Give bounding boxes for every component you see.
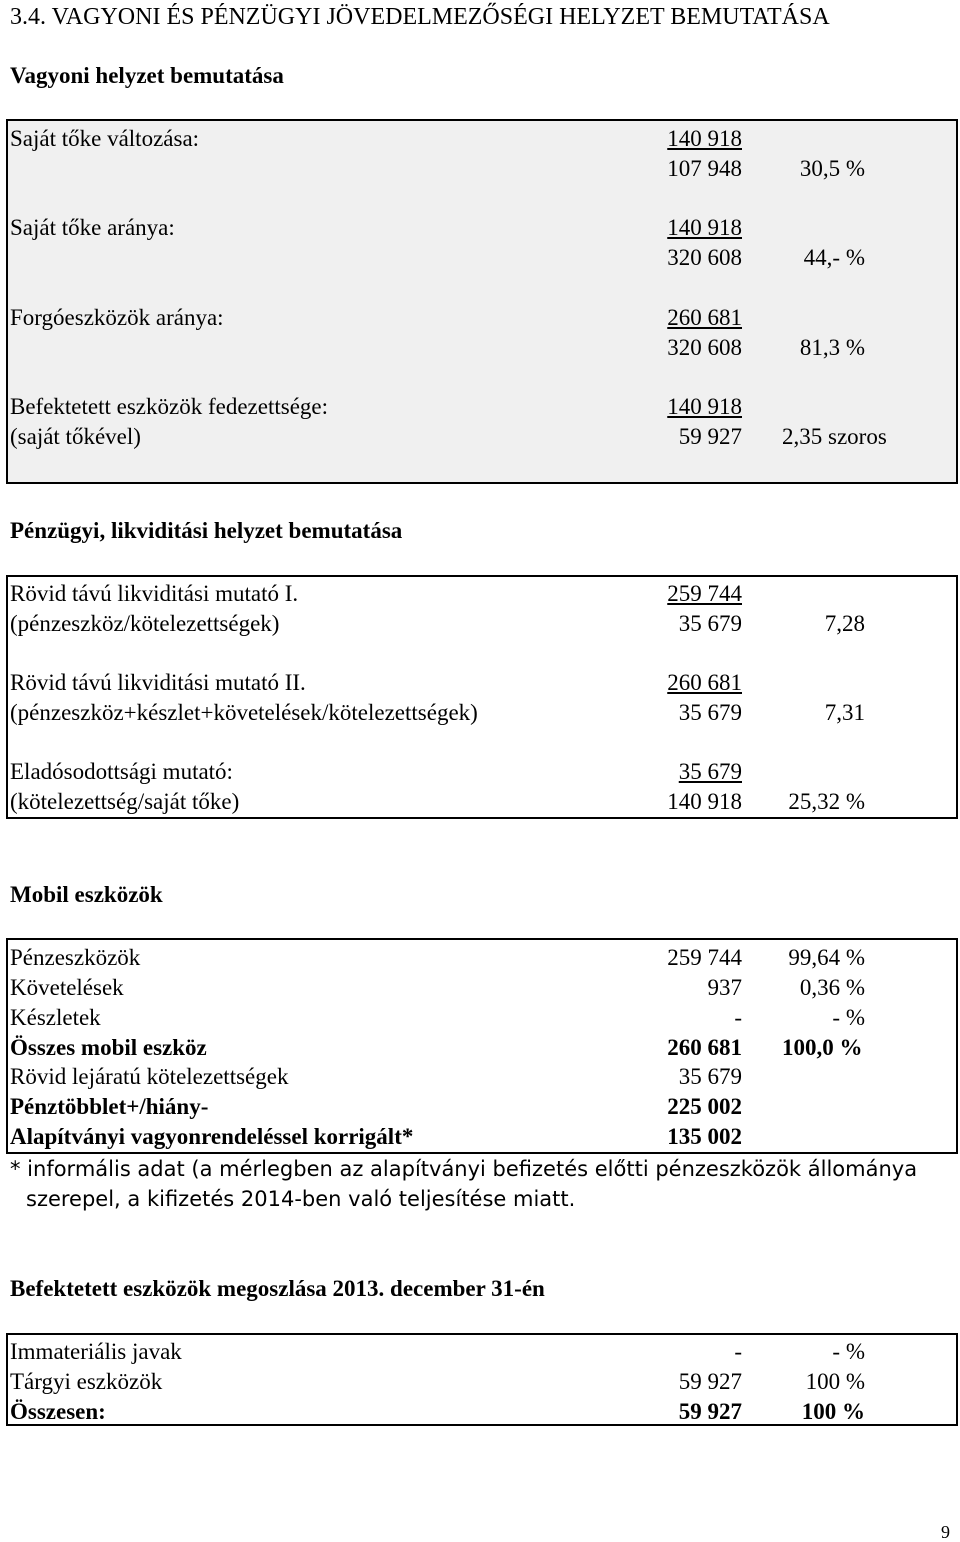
table-row-percent: - % bbox=[832, 1339, 865, 1364]
denominator: 35 679 bbox=[678, 700, 742, 725]
numerator: 260 681 bbox=[667, 305, 742, 330]
row-label: Forgóeszközök aránya: bbox=[10, 305, 224, 330]
table-row-label: Összesen: bbox=[10, 1399, 106, 1424]
page-number: 9 bbox=[941, 1522, 950, 1542]
numerator: 260 681 bbox=[667, 670, 742, 695]
page-title: 3.4. VAGYONI ÉS PÉNZÜGYI JÖVEDELMEZŐSÉGI HELYZET BEMUTATÁSA bbox=[10, 4, 830, 30]
table-row-percent: 99,64 % bbox=[788, 945, 865, 970]
ratio-value: 30,5 % bbox=[799, 156, 865, 181]
table-row-value: 937 bbox=[707, 975, 742, 1000]
numerator: 140 918 bbox=[667, 215, 742, 240]
section-heading-befektetett: Befektetett eszközök megoszlása 2013. december 31-én bbox=[10, 1276, 545, 1301]
denominator: 320 608 bbox=[667, 245, 742, 270]
table-row-label: Összes mobil eszköz bbox=[10, 1035, 207, 1060]
table-row-label: Készletek bbox=[10, 1005, 101, 1030]
ratio-value: 2,35 szoros bbox=[782, 424, 887, 449]
numerator: 140 918 bbox=[667, 126, 742, 151]
table-row-percent: 100 % bbox=[805, 1369, 865, 1394]
denominator: 35 679 bbox=[678, 611, 742, 636]
row-label: Eladósodottsági mutató: bbox=[10, 759, 233, 784]
denominator: 107 948 bbox=[667, 156, 742, 181]
table-row-percent: 100 % bbox=[801, 1399, 865, 1424]
table-row-value: - bbox=[734, 1339, 742, 1364]
footnote-line: szerepel, a kifizetés 2014-ben való teljesítése miatt. bbox=[26, 1187, 576, 1211]
ratio-value: 7,31 bbox=[824, 700, 865, 725]
table-row-value: 59 927 bbox=[678, 1369, 742, 1394]
row-sublabel: (saját tőkével) bbox=[10, 424, 141, 449]
row-label: Rövid távú likviditási mutató II. bbox=[10, 670, 306, 695]
row-label: Rövid távú likviditási mutató I. bbox=[10, 581, 299, 606]
footnote bbox=[10, 1154, 952, 1214]
numerator: 259 744 bbox=[667, 581, 742, 606]
ratio-value: 7,28 bbox=[824, 611, 865, 636]
row-sublabel: (pénzeszköz+készlet+követelések/kötelezettségek) bbox=[10, 700, 478, 725]
section-heading-penzugyi: Pénzügyi, likviditási helyzet bemutatása bbox=[10, 518, 403, 543]
denominator: 320 608 bbox=[667, 335, 742, 360]
table-row-percent: - % bbox=[832, 1005, 865, 1030]
row-sublabel: (kötelezettség/saját tőke) bbox=[10, 789, 240, 814]
table-row-label: Tárgyi eszközök bbox=[10, 1369, 163, 1394]
table-row-value: 260 681 bbox=[667, 1035, 742, 1060]
row-sublabel: (pénzeszköz/kötelezettségek) bbox=[10, 611, 280, 636]
table-row-value: - bbox=[734, 1005, 742, 1030]
section-heading-vagyoni: Vagyoni helyzet bemutatása bbox=[10, 63, 284, 88]
table-row-label: Követelések bbox=[10, 975, 124, 1000]
table-row-value: 135 002 bbox=[667, 1124, 742, 1149]
row-label: Saját tőke aránya: bbox=[10, 215, 175, 240]
table-row-percent: 100,0 % bbox=[782, 1035, 863, 1060]
numerator: 140 918 bbox=[667, 394, 742, 419]
row-label: Saját tőke változása: bbox=[10, 126, 200, 151]
numerator: 35 679 bbox=[678, 759, 742, 784]
table-row-value: 225 002 bbox=[667, 1094, 742, 1119]
denominator: 140 918 bbox=[667, 789, 742, 814]
denominator: 59 927 bbox=[678, 424, 742, 449]
ratio-value: 44,- % bbox=[803, 245, 865, 270]
table-row-value: 35 679 bbox=[678, 1064, 742, 1089]
footnote-line: * informális adat (a mérlegben az alapítványi befizetés előtti pénzeszközök állománya bbox=[10, 1157, 918, 1181]
table-row-label: Immateriális javak bbox=[10, 1339, 182, 1364]
row-label: Befektetett eszközök fedezettsége: bbox=[10, 394, 329, 419]
table-row-percent: 0,36 % bbox=[799, 975, 865, 1000]
section-heading-mobil: Mobil eszközök bbox=[10, 882, 163, 907]
table-row-label: Pénztöbblet+/hiány- bbox=[10, 1094, 209, 1119]
table-row-value: 59 927 bbox=[678, 1399, 742, 1424]
ratio-value: 81,3 % bbox=[799, 335, 865, 360]
table-row-label: Pénzeszközök bbox=[10, 945, 141, 970]
table-row-label: Rövid lejáratú kötelezettségek bbox=[10, 1064, 289, 1089]
ratio-value: 25,32 % bbox=[788, 789, 865, 814]
table-row-label: Alapítványi vagyonrendeléssel korrigált* bbox=[10, 1124, 414, 1149]
table-row-value: 259 744 bbox=[667, 945, 742, 970]
